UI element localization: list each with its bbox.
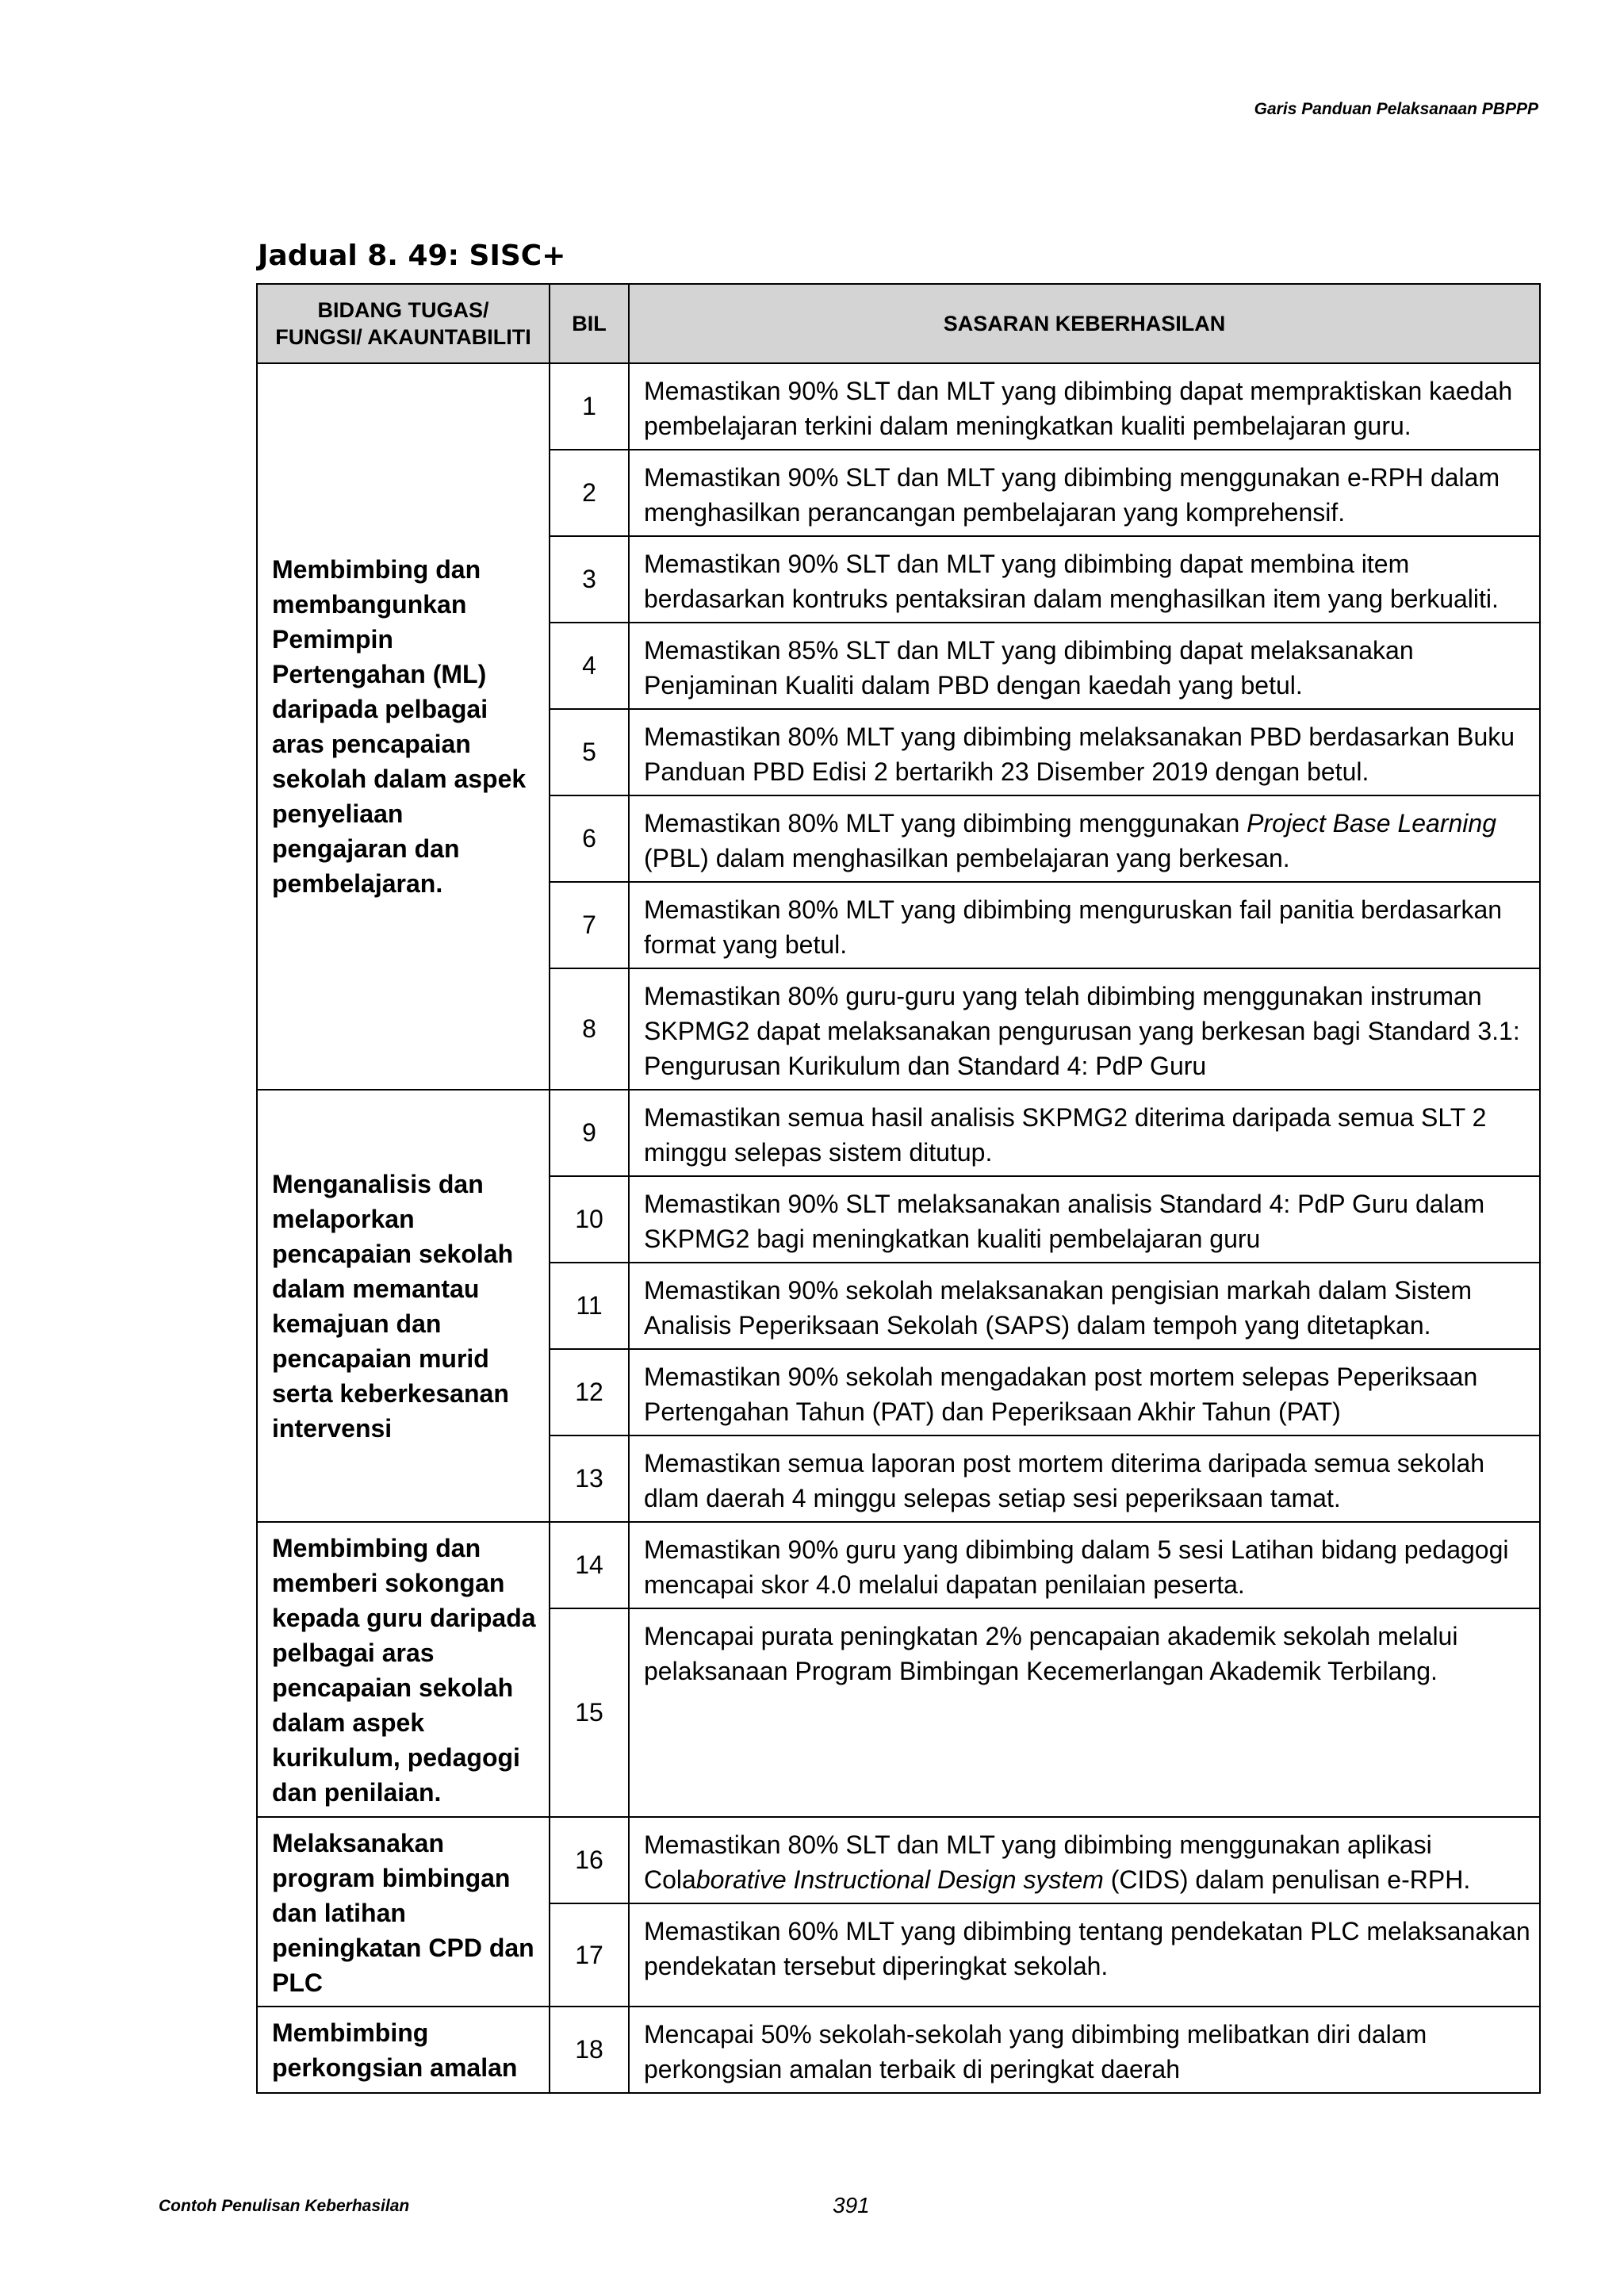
target-cell: Memastikan semua laporan post mortem diterima daripada semua sekolah dlam daerah 4 minggu selepas setiap sesi peperiksaan tamat.: [629, 1435, 1540, 1522]
target-text-part: Memastikan 80% SLT dan MLT yang dibimbing menggunakan aplikasi Cola: [644, 1830, 1432, 1894]
target-cell: Memastikan 90% SLT melaksanakan analisis Standard 4: PdP Guru dalam SKPMG2 bagi meningkatkan kualiti pembelajaran guru: [629, 1176, 1540, 1263]
sisc-success-targets-table: [256, 283, 1541, 2094]
bil-cell: 9: [550, 1090, 629, 1176]
column-header-bil: BIL: [550, 284, 629, 363]
column-header-area: [257, 284, 550, 363]
area-cell: Membimbing dan membangunkan Pemimpin Pertengahan (ML) daripada pelbagai aras pencapaian sekolah dalam aspek penyeliaan pengajaran dan pembelajaran.: [257, 363, 550, 1090]
footer-section-title: Contoh Penulisan Keberhasilan: [159, 2197, 410, 2215]
bil-cell: 12: [550, 1349, 629, 1435]
bil-cell: 13: [550, 1435, 629, 1522]
target-cell: Memastikan 90% sekolah melaksanakan pengisian markah dalam Sistem Analisis Peperiksaan Sekolah (SAPS) dalam tempoh yang ditetapkan.: [629, 1263, 1540, 1349]
target-cell: Memastikan 90% SLT dan MLT yang dibimbing dapat mempraktiskan kaedah pembelajaran terkini dalam meningkatkan kualiti pembelajaran guru.: [629, 363, 1540, 450]
table-row: [257, 363, 1540, 450]
table-row: [257, 1090, 1540, 1176]
bil-cell: 8: [550, 968, 629, 1090]
column-header-area-line2: FUNGSI/ AKAUNTABILITI: [275, 325, 531, 349]
target-text-part: (PBL) dalam menghasilkan pembelajaran yang berkesan.: [644, 844, 1290, 872]
target-cell: Memastikan 60% MLT yang dibimbing tentang pendekatan PLC melaksanakan pendekatan tersebut diperingkat sekolah.: [629, 1903, 1540, 2007]
area-cell: Melaksanakan program bimbingan dan latihan peningkatan CPD dan PLC: [257, 1817, 550, 2007]
target-cell: [629, 1817, 1540, 1903]
table-header-row: [257, 284, 1540, 363]
target-cell: Memastikan 80% MLT yang dibimbing menguruskan fail panitia berdasarkan format yang betul.: [629, 882, 1540, 968]
target-cell: Memastikan 90% guru yang dibimbing dalam 5 sesi Latihan bidang pedagogi mencapai skor 4.0 melalui dapatan penilaian peserta.: [629, 1522, 1540, 1608]
area-cell: Menganalisis dan melaporkan pencapaian sekolah dalam memantau kemajuan dan pencapaian murid serta keberkesanan intervensi: [257, 1090, 550, 1522]
target-text-part: Memastikan 80% MLT yang dibimbing menggunakan: [644, 809, 1247, 838]
target-cell: Memastikan 90% sekolah mengadakan post mortem selepas Peperiksaan Pertengahan Tahun (PAT) dan Peperiksaan Akhir Tahun (PAT): [629, 1349, 1540, 1435]
target-text-emphasis: borative Instructional Design system: [695, 1865, 1104, 1894]
bil-cell: 1: [550, 363, 629, 450]
table-title: Jadual 8. 49: SISC+: [258, 240, 566, 272]
table-row: [257, 1522, 1540, 1608]
bil-cell: 15: [550, 1608, 629, 1817]
table-row: [257, 2007, 1540, 2093]
target-cell: Memastikan 90% SLT dan MLT yang dibimbing menggunakan e-RPH dalam menghasilkan perancangan pembelajaran yang komprehensif.: [629, 450, 1540, 536]
bil-cell: 14: [550, 1522, 629, 1608]
target-cell: Memastikan 80% MLT yang dibimbing melaksanakan PBD berdasarkan Buku Panduan PBD Edisi 2 bertarikh 23 Disember 2019 dengan betul.: [629, 709, 1540, 795]
bil-cell: 11: [550, 1263, 629, 1349]
bil-cell: 10: [550, 1176, 629, 1263]
bil-cell: 6: [550, 795, 629, 882]
bil-cell: 2: [550, 450, 629, 536]
target-cell: Memastikan 85% SLT dan MLT yang dibimbing dapat melaksanakan Penjaminan Kualiti dalam PBD dengan kaedah yang betul.: [629, 623, 1540, 709]
document-running-title: Garis Panduan Pelaksanaan PBPPP: [1254, 100, 1538, 118]
bil-cell: 16: [550, 1817, 629, 1903]
target-cell: Memastikan 80% guru-guru yang telah dibimbing menggunakan instruman SKPMG2 dapat melaksanakan pengurusan yang berkesan bagi Standard 3.1: Pengurusan Kurikulum dan Standard 4: PdP Guru: [629, 968, 1540, 1090]
target-cell: [629, 795, 1540, 882]
bil-cell: 17: [550, 1903, 629, 2007]
bil-cell: 7: [550, 882, 629, 968]
bil-cell: 5: [550, 709, 629, 795]
table-row: [257, 1817, 1540, 1903]
target-cell: Mencapai purata peningkatan 2% pencapaian akademik sekolah melalui pelaksanaan Program Bimbingan Kecemerlangan Akademik Terbilang.: [629, 1608, 1540, 1817]
area-cell: Membimbing perkongsian amalan: [257, 2007, 550, 2093]
bil-cell: 3: [550, 536, 629, 623]
target-text-emphasis: Project Base Learning: [1247, 809, 1496, 838]
bil-cell: 18: [550, 2007, 629, 2093]
column-header-target: SASARAN KEBERHASILAN: [629, 284, 1540, 363]
bil-cell: 4: [550, 623, 629, 709]
page-number: 391: [833, 2193, 870, 2217]
column-header-area-line1: BIDANG TUGAS/: [317, 298, 489, 322]
target-text-part: (CIDS) dalam penulisan e-RPH.: [1103, 1865, 1471, 1894]
target-cell: Mencapai 50% sekolah-sekolah yang dibimbing melibatkan diri dalam perkongsian amalan terbaik di peringkat daerah: [629, 2007, 1540, 2093]
target-cell: Memastikan 90% SLT dan MLT yang dibimbing dapat membina item berdasarkan kontruks pentaksiran dalam menghasilkan item yang berkualiti.: [629, 536, 1540, 623]
target-cell: Memastikan semua hasil analisis SKPMG2 diterima daripada semua SLT 2 minggu selepas sistem ditutup.: [629, 1090, 1540, 1176]
area-cell: Membimbing dan memberi sokongan kepada guru daripada pelbagai aras pencapaian sekolah dalam aspek kurikulum, pedagogi dan penilaian.: [257, 1522, 550, 1817]
